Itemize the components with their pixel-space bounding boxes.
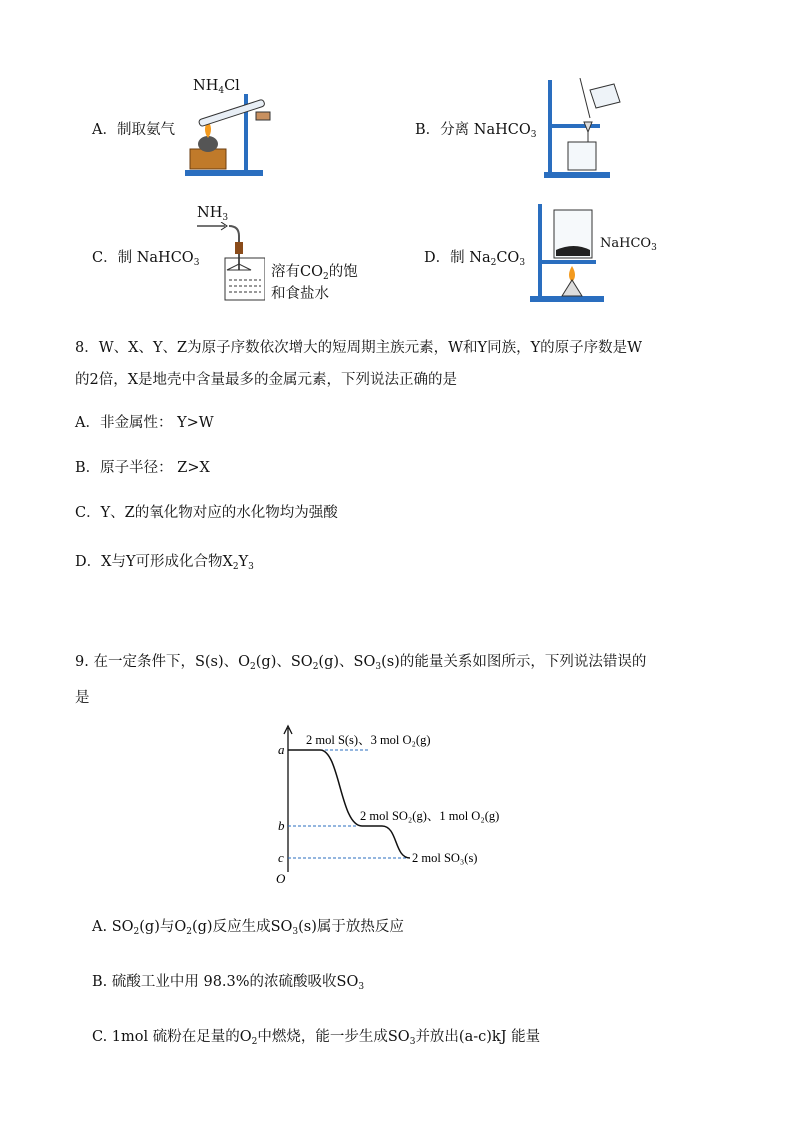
state-c-label: 2 mol SO₃(s) bbox=[412, 851, 478, 865]
q9-stem-line1: 9. 在一定条件下，S(s)、$O_2(g)$、$SO_2(g)$、$SO_3(s)$的能量关系如图所示，下列说法错误的 bbox=[75, 654, 647, 672]
apparatus-bubbling bbox=[195, 222, 265, 304]
solution-note-line2: 和食盐水 bbox=[271, 286, 329, 302]
gas-nh3-label: $NH_3$ bbox=[197, 205, 229, 223]
level-b-label: b bbox=[278, 818, 285, 833]
state-a-label: 2 mol S(s)、3 mol O₂(g) bbox=[306, 733, 431, 747]
apparatus-filtration bbox=[540, 78, 630, 182]
option-a-label: A．制取氨气 bbox=[92, 122, 175, 138]
origin-label: O bbox=[276, 871, 286, 886]
option-b-label: B．分离 NaHCO$_3$ bbox=[415, 122, 537, 140]
apparatus-heating bbox=[526, 202, 606, 304]
q9-stem-line2: 是 bbox=[75, 690, 90, 706]
q9-option-a: A. $SO_2(g)$与$O_2(g)$反应生成$SO_3(s)$属于放热反应 bbox=[92, 919, 404, 937]
q8-stem-line2: 的2倍，X是地壳中含量最多的金属元素，下列说法正确的是 bbox=[75, 372, 458, 388]
level-c-label: c bbox=[278, 850, 284, 865]
energy-level-diagram bbox=[270, 722, 530, 892]
reagent-nahco3-label: NaHCO$_3$ bbox=[600, 236, 657, 253]
state-b-label: 2 mol SO₂(g)、1 mol O₂(g) bbox=[360, 809, 500, 823]
q8-option-a: A．非金属性： Y>W bbox=[75, 415, 214, 431]
q9-option-b: B. 硫酸工业中用 98.3%的浓硫酸吸收$SO_3$ bbox=[92, 974, 365, 992]
option-d-label: D．制 $Na_2CO_3$ bbox=[424, 250, 526, 268]
q8-option-d: D．X与Y可形成化合物$X_2Y_3$ bbox=[75, 554, 254, 572]
q8-stem-line1: 8．W、X、Y、Z为原子序数依次增大的短周期主族元素，W和Y同族，Y的原子序数是W bbox=[75, 340, 643, 356]
option-c-label: C．制 NaHCO$_3$ bbox=[92, 250, 200, 268]
apparatus-ammonia-prep bbox=[180, 94, 280, 180]
q8-option-c: C．Y、Z的氧化物对应的水化物均为强酸 bbox=[75, 505, 338, 521]
q9-option-c: C. 1mol 硫粉在足量的$O_2$中燃烧，能一步生成$SO_3$并放出(a-c)kJ 能量 bbox=[92, 1029, 541, 1047]
q8-option-b: B．原子半径： Z>X bbox=[75, 460, 210, 476]
level-a-label: a bbox=[278, 742, 285, 757]
reagent-nh4cl-label: $NH_4Cl$ bbox=[193, 78, 240, 96]
solution-note-line1: 溶有$CO_2$的饱 bbox=[271, 264, 358, 282]
energy-curve bbox=[288, 750, 410, 858]
